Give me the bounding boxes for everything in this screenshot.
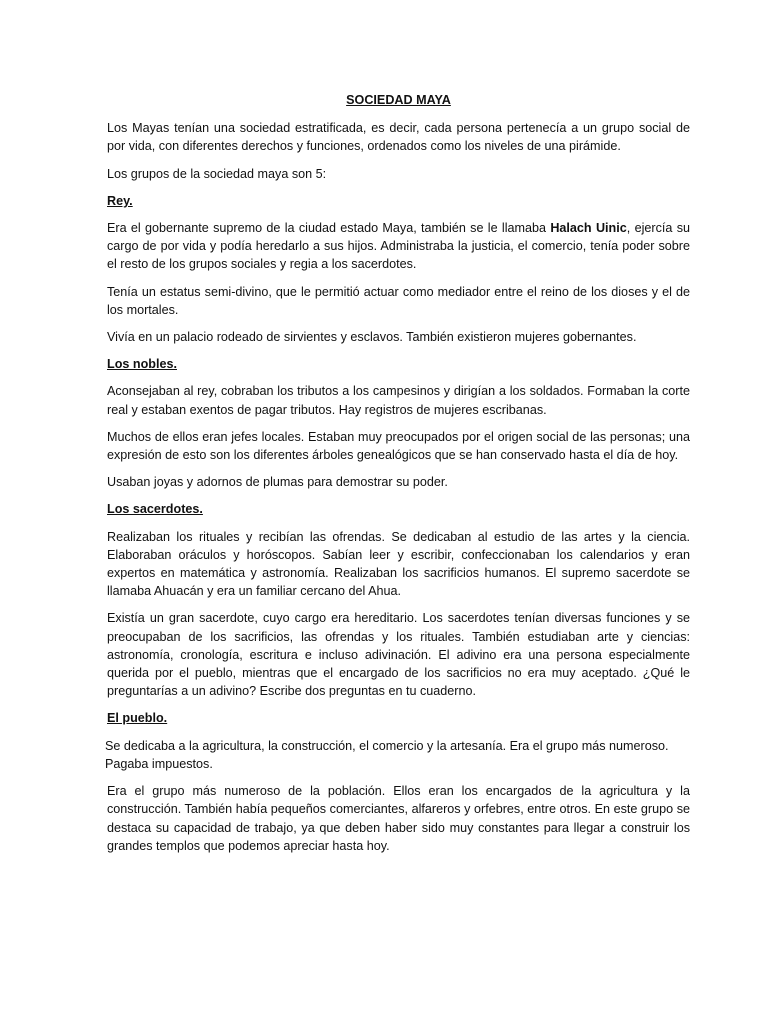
document-page — [107, 91, 690, 864]
nobles-paragraph-1: Aconsejaban al rey, cobraban los tributos a los campesinos y dirigían a los soldados. Formaban la corte real y estaban exentos de pagar tributos. Hay registros de mujeres escribanas. — [107, 384, 690, 417]
document-title: SOCIEDAD MAYA — [346, 93, 451, 107]
pueblo-paragraph-2: Era el grupo más numeroso de la población. Ellos eran los encargados de la agricultura y la construcción. También había pequeños comerciantes, alfareros y orfebres, entre otros. En este grupo se destaca su capacidad de trabajo, ya que deben haber sido muy constantes para llegar a construir los grandes templos que podemos apreciar hasta hoy. — [107, 784, 690, 853]
rey-paragraph-2: Tenía un estatus semi-divino, que le permitió actuar como mediador entre el reino de los dioses y el de los mortales. — [107, 284, 690, 317]
intro-paragraph-1: Los Mayas tenían una sociedad estratificada, es decir, cada persona pertenecía a un grupo social de por vida, con diferentes derechos y funciones, ordenados como los niveles de una pirámide. — [107, 121, 690, 154]
halach-uinic-term: Halach Uinic — [550, 221, 627, 236]
rey-paragraph-1-text-a: Era el gobernante supremo de la ciudad estado Maya, también se le llamaba — [107, 221, 551, 236]
nobles-paragraph-2: Muchos de ellos eran jefes locales. Estaban muy preocupados por el origen social de las personas; una expresión de esto son los diferentes árboles genealógicos que se han conservado hasta el día de hoy. — [107, 429, 690, 463]
rey-paragraph-3: Vivía en un palacio rodeado de sirvientes y esclavos. También existieron mujeres gobernantes. — [107, 330, 637, 345]
section-heading-nobles: Los nobles. — [107, 357, 177, 372]
rey-paragraph-1-text-b: , ejercía su cargo de por vida y podía heredarlo a sus hijos. Administraba la justicia, el comercio, tenía poder sobre el resto de los grupos sociales y regia a los sacerdotes. — [107, 221, 690, 272]
sacerdotes-paragraph-1: Realizaban los rituales y recibían las ofrendas. Se dedicaban al estudio de las artes y la ciencia. Elaboraban oráculos y horóscopos. Sabían leer y escribir, confeccionaban los calendarios y eran expertos en matemática y astronomía. Realizaban los sacrificios humanos. El supremo sacerdote se llamaba Ahuacán y era un familiar cercano del Ahua. — [107, 529, 690, 599]
section-heading-rey: Rey. — [107, 193, 133, 208]
nobles-paragraph-3: Usaban joyas y adornos de plumas para demostrar su poder. — [107, 475, 448, 490]
section-heading-sacerdotes: Los sacerdotes. — [107, 502, 203, 517]
section-heading-pueblo: El pueblo. — [107, 711, 168, 726]
intro-paragraph-2: Los grupos de la sociedad maya son 5: — [107, 166, 327, 181]
sacerdotes-paragraph-2: Existía un gran sacerdote, cuyo cargo era hereditario. Los sacerdotes tenían diversas funciones y se preocupaban de los sacrificios, las ofrendas y los rituales. También estudiaban arte y ciencias: astronomía, cronología, escritura e incluso adivinación. El adivino era una persona especialmente querida por el pueblo, mientras que el encargado de los sacrificios no era muy aceptado. ¿Qué le preguntarías a un adivino? Escribe dos preguntas en tu cuaderno. — [107, 611, 690, 699]
rey-paragraph-1 — [107, 219, 690, 274]
pueblo-paragraph-1: Se dedicaba a la agricultura, la construcción, el comercio y la artesanía. Era el grupo más numeroso. Pagaba impuestos. — [105, 738, 669, 771]
